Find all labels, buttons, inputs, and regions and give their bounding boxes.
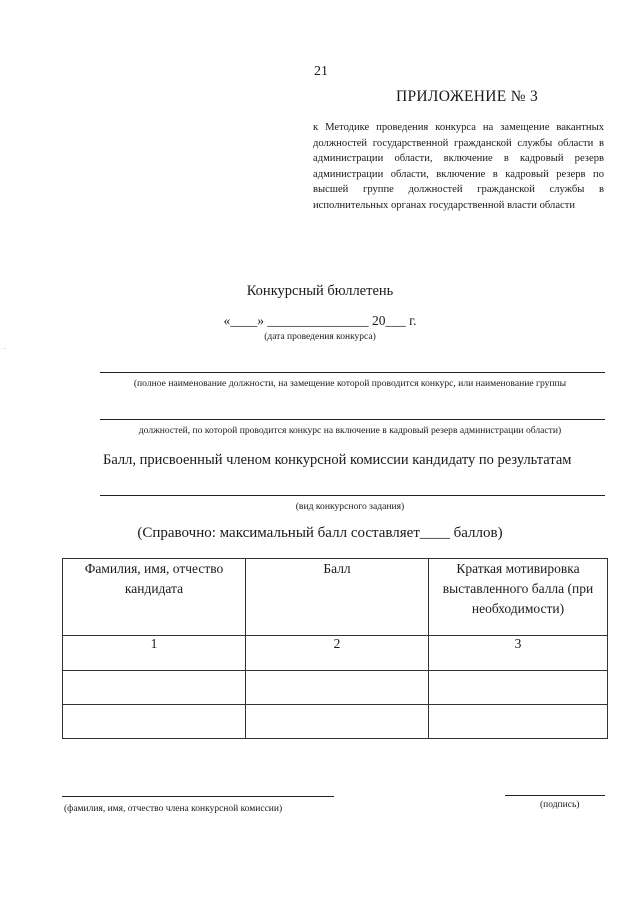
table-cell <box>246 705 429 739</box>
score-table <box>62 558 608 739</box>
reference-text: (Справочно: максимальный балл составляет____ баллов) <box>137 525 503 541</box>
table-row <box>63 671 608 705</box>
header-motivation-line: Краткая мотивировка <box>456 561 580 576</box>
header-score-line: Балл <box>323 561 351 576</box>
name-signature-caption: (фамилия, имя, отчество члена конкурсной комиссии) <box>64 804 283 814</box>
ballot-title: Конкурсный бюллетень <box>246 283 394 299</box>
appendix-text: к Методике проведения конкурса на замещение вакантных должностей государственной гражданской службы области в администрации области, включение в кадровый резерв администрации области, включение в кадровый резерв по высшей группе должностей гражданской службы в исполнительных органах государственной власти области <box>313 122 604 211</box>
date-caption: (дата проведения конкурса) <box>264 332 376 342</box>
score-text: Балл, присвоенный членом конкурсной комиссии кандидату по результатам <box>103 452 572 468</box>
table-cell <box>429 671 608 705</box>
position-line-2 <box>100 419 605 420</box>
signature-caption: (подпись) <box>540 800 580 810</box>
name-signature-line <box>62 796 334 797</box>
task-line <box>100 495 605 496</box>
task-caption: (вид конкурсного задания) <box>295 501 405 512</box>
header-candidate-line: кандидата <box>124 581 184 596</box>
table-cell <box>63 705 246 739</box>
header-candidate-line: Фамилия, имя, отчество <box>84 561 224 576</box>
header-motivation <box>429 559 608 636</box>
header-candidate <box>63 559 246 636</box>
table-row <box>63 705 608 739</box>
column-number: 3 <box>429 636 608 671</box>
header-score <box>246 559 429 636</box>
column-number: 2 <box>246 636 429 671</box>
table-cell <box>429 705 608 739</box>
scan-speck <box>4 348 5 349</box>
header-motivation-line: выставленного балла (при <box>442 581 594 596</box>
appendix-title: ПРИЛОЖЕНИЕ № 3 <box>396 88 539 105</box>
table-header-row <box>63 559 608 636</box>
position-caption-2: должностей, по которой проводится конкурс на включение в кадровый резерв администрации области) <box>138 425 562 436</box>
position-caption-1: (полное наименование должности, на замещение которой проводится конкурс, или наименование группы <box>133 378 567 389</box>
table-cell <box>63 671 246 705</box>
page-number: 21 <box>314 64 328 79</box>
date-line: «____» _______________ 20___ г. <box>223 313 417 328</box>
position-line-1 <box>100 372 605 373</box>
table-number-row <box>63 636 608 671</box>
column-number: 1 <box>63 636 246 671</box>
signature-line <box>505 795 605 796</box>
header-motivation-line: необходимости) <box>471 601 565 616</box>
table-cell <box>246 671 429 705</box>
